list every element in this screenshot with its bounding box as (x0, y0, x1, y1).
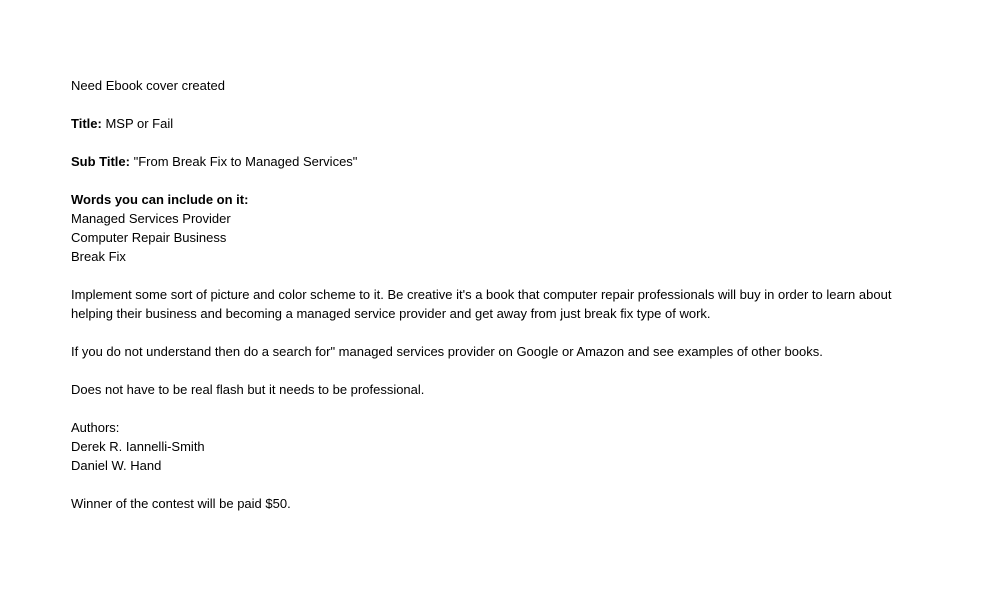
spacer (71, 95, 940, 114)
title-line (71, 114, 940, 133)
subtitle-label: Sub Title: (71, 154, 130, 169)
intro-text: Need Ebook cover created (71, 78, 225, 93)
search-paragraph: If you do not understand then do a search for" managed services provider on Google or Amazon and see examples of other books. (71, 344, 823, 359)
title-label: Title: (71, 116, 102, 131)
author-name: Derek R. Iannelli-Smith (71, 439, 205, 454)
spacer (71, 133, 940, 152)
authors-heading: Authors: (71, 420, 120, 435)
word-item: Break Fix (71, 249, 126, 264)
word-item: Managed Services Provider (71, 211, 231, 226)
spacer (71, 475, 940, 494)
spacer (71, 171, 940, 190)
spacer (71, 323, 940, 342)
subtitle-value: "From Break Fix to Managed Services" (133, 154, 358, 169)
prize-text: Winner of the contest will be paid $50. (71, 496, 291, 511)
author-name: Daniel W. Hand (71, 458, 162, 473)
flash-paragraph: Does not have to be real flash but it needs to be professional. (71, 382, 425, 397)
spacer (71, 361, 940, 380)
spacer (71, 399, 940, 418)
word-item: Computer Repair Business (71, 230, 227, 245)
subtitle-line (71, 152, 940, 171)
words-heading: Words you can include on it: (71, 192, 249, 207)
title-value: MSP or Fail (105, 116, 174, 131)
creative-paragraph: Implement some sort of picture and color scheme to it. Be creative it's a book that computer repair professionals will buy in order to learn about helping their business and becoming a managed service provider and get away from just break fix type of work. (71, 287, 892, 321)
spacer (71, 266, 940, 285)
